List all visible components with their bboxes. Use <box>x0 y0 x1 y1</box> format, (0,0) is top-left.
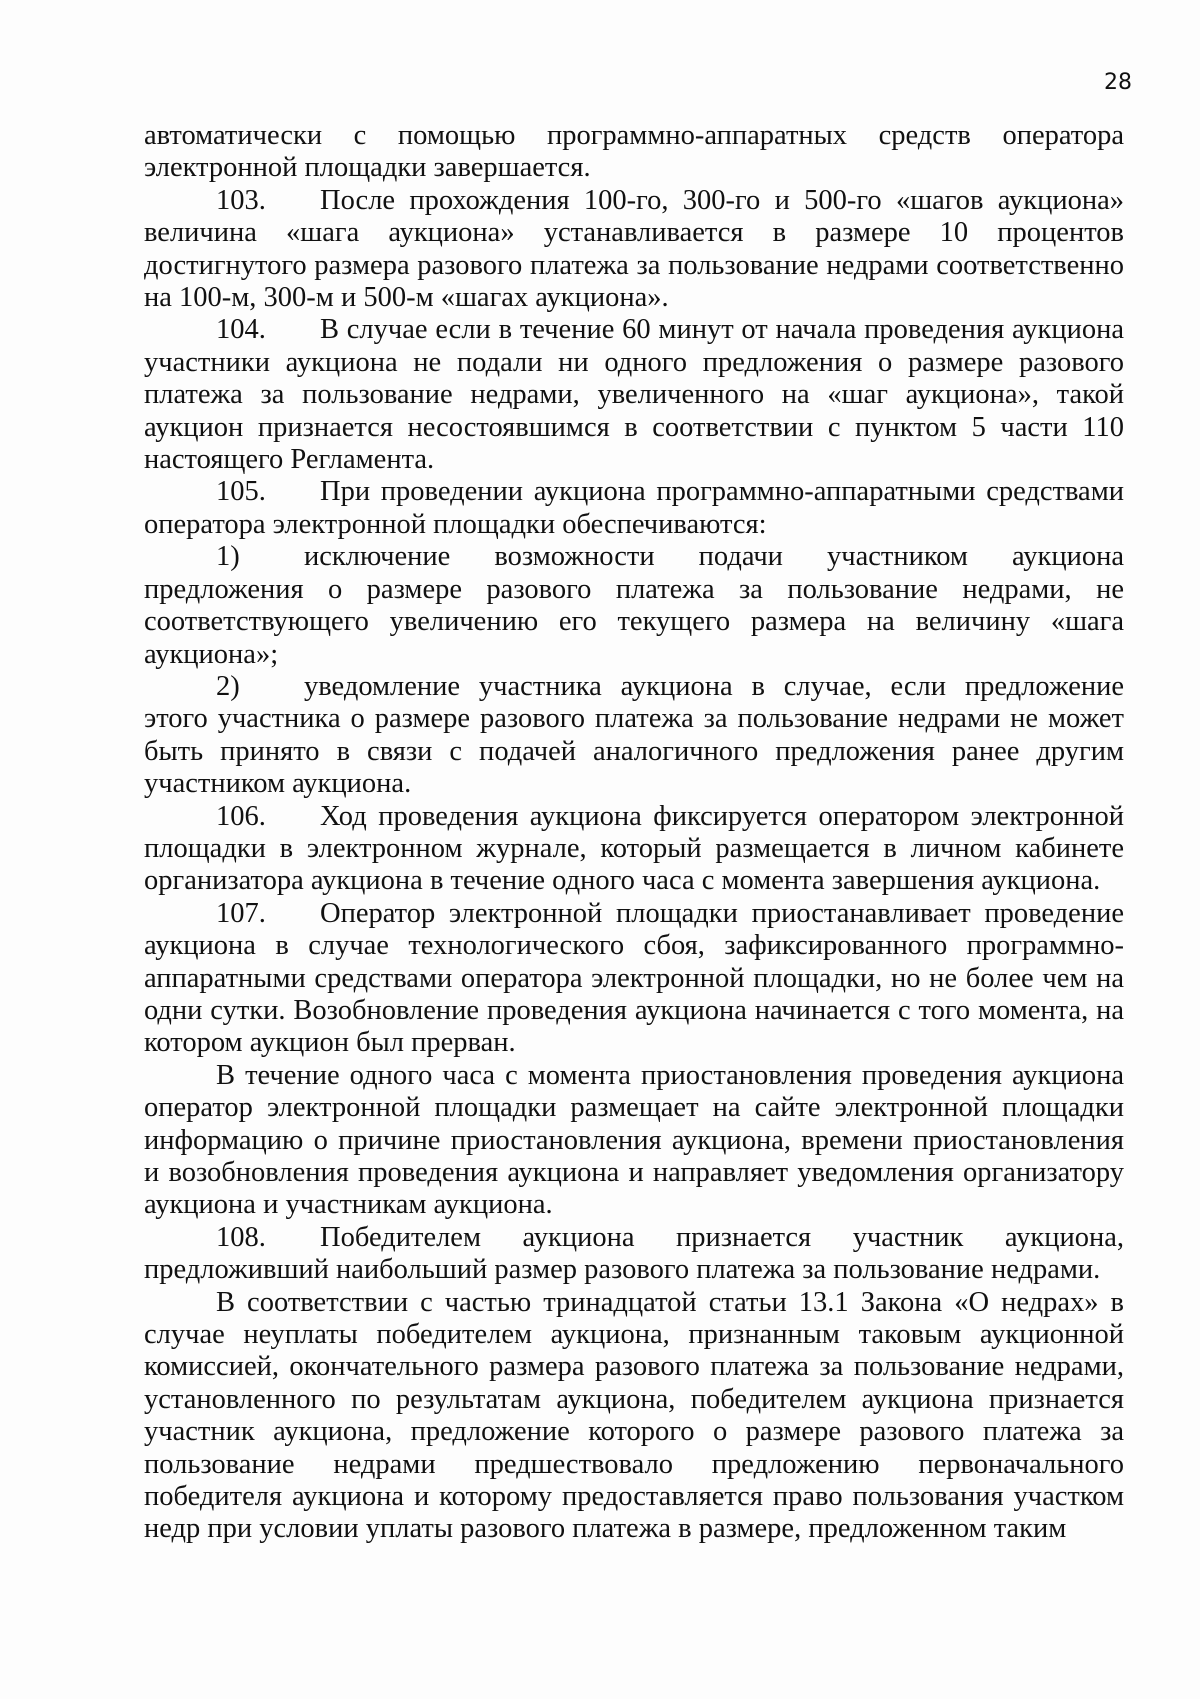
item-number: 1) <box>216 541 240 573</box>
document-body <box>144 120 1124 1546</box>
paragraph-text: При проведении аукциона программно-аппаратными средствами оператора электронной площадки обеспечиваются: <box>144 476 1124 540</box>
paragraph-107-continued <box>144 1060 1124 1222</box>
paragraph-number: 104. <box>216 314 266 346</box>
paragraph-text: В соответствии с частью тринадцатой статьи 13.1 Закона «О недрах» в случае неуплаты победителем аукциона, признанным таковым аукционной комиссией, окончательного размера разового платежа за пользование недрами, установленного по результатам аукциона, победителем аукциона признается участник аукциона, предложение которого о размере разового платежа за пользование недрами предшествовало предложению первоначального победителя аукциона и которому предоставляется право пользования участком недр при условии уплаты разового платежа в размере, предложенном таким <box>144 1286 1124 1545</box>
paragraph-text: автоматически с помощью программно-аппаратных средств оператора электронной площадки завершается. <box>144 120 1124 184</box>
paragraph-number: 105. <box>216 476 266 508</box>
paragraph-number: 106. <box>216 800 266 832</box>
paragraph-106 <box>144 801 1124 898</box>
paragraph-104 <box>144 314 1124 476</box>
paragraph-text: В течение одного часа с момента приостановления проведения аукциона оператор электронной площадки размещает на сайте электронной площадки информацию о причине приостановления аукциона, времени приостановления и возобновления проведения аукциона и направляет уведомления организатору аукциона и участникам аукциона. <box>144 1059 1124 1221</box>
paragraph-108-continued <box>144 1287 1124 1546</box>
paragraph-103 <box>144 185 1124 315</box>
paragraph-105-item-1 <box>144 541 1124 671</box>
item-number: 2) <box>216 670 240 702</box>
paragraph-continuation <box>144 120 1124 185</box>
paragraph-number: 107. <box>216 897 266 929</box>
paragraph-107 <box>144 898 1124 1060</box>
paragraph-text: Ход проведения аукциона фиксируется оператором электронной площадки в электронном журнале, который размещается в личном кабинете организатора аукциона в течение одного часа с момента завершения аукциона. <box>144 800 1124 897</box>
paragraph-number: 103. <box>216 184 266 216</box>
paragraph-105-item-2 <box>144 671 1124 801</box>
paragraph-text: исключение возможности подачи участником аукциона предложения о размере разового платежа за пользование недрами, не соответствующего увеличению его текущего размера на величину «шага аукциона»; <box>144 541 1124 670</box>
paragraph-text: После прохождения 100-го, 300-го и 500-го «шагов аукциона» величина «шага аукциона» устанавливается в размере 10 процентов достигнутого размера разового платежа за пользование недрами соответственно на 100-м, 300-м и 500-м «шагах аукциона». <box>144 184 1124 314</box>
paragraph-text: Победителем аукциона признается участник аукциона, предложивший наибольший размер разового платежа за пользование недрами. <box>144 1221 1124 1286</box>
paragraph-number: 108. <box>216 1221 266 1253</box>
paragraph-text: В случае если в течение 60 минут от начала проведения аукциона участники аукциона не подали ни одного предложения о размере разового платежа за пользование недрами, увеличенного на «шаг аукциона», такой аукцион признается несостоявшимся в соответствии с пунктом 5 части 110 настоящего Регламента. <box>144 314 1124 476</box>
paragraph-text: уведомление участника аукциона в случае, если предложение этого участника о размере разового платежа за пользование недрами не может быть принято в связи с подачей аналогичного предложения ранее другим участником аукциона. <box>144 670 1124 800</box>
paragraph-105 <box>144 476 1124 541</box>
paragraph-108 <box>144 1222 1124 1287</box>
page-number: 28 <box>1104 70 1132 95</box>
paragraph-text: Оператор электронной площадки приостанавливает проведение аукциона в случае технологического сбоя, зафиксированного программно-аппаратными средствами оператора электронной площадки, но не более чем на одни сутки. Возобновление проведения аукциона начинается с того момента, на котором аукцион был прерван. <box>144 897 1124 1059</box>
